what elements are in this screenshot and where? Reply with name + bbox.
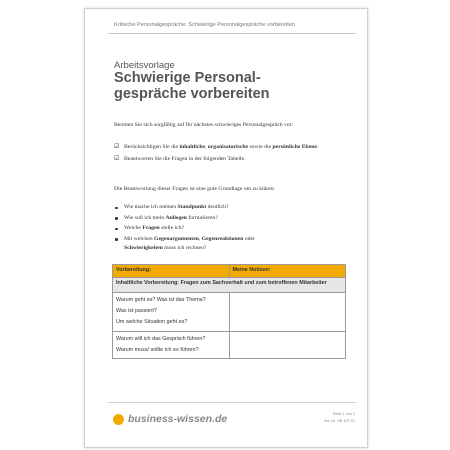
bullet-bold: Standpunkt (177, 204, 207, 210)
question-line: Warum muss/ sollte ich es führen? (116, 347, 199, 353)
bullet-text: muss ich rechnen? (162, 245, 207, 251)
checklist (114, 143, 334, 166)
checklist-bold: persönliche Ebene (272, 144, 317, 150)
title-line-1: Schwierige Personal- (114, 70, 261, 86)
bridge-paragraph: Die Beantwortung dieser Fragen ist eine gute Grundlage um zu klären: (114, 186, 276, 192)
bullet-text: stelle ich? (159, 225, 185, 231)
bullet-text: Wie soll ich mein (124, 214, 166, 221)
question-cell (113, 332, 230, 359)
checklist-item (114, 143, 334, 153)
bullet-bold: Gegenreaktionen (201, 235, 244, 242)
bullet-text: oder (243, 235, 255, 242)
checklist-bold: organisatorische (207, 144, 249, 150)
checklist-bold: inhaltliche (179, 144, 206, 150)
page-number: Seite 1 von 2 (332, 412, 355, 416)
question-line: Was ist passiert? (116, 308, 157, 314)
footer-meta (324, 411, 355, 425)
question-line: Um welche Situation geht es? (116, 319, 188, 325)
preparation-table (112, 264, 346, 359)
document-subtitle: Arbeitsvorlage (114, 60, 175, 71)
document-title (114, 71, 354, 102)
table-row (113, 332, 346, 359)
title-line-2: gespräche vorbereiten (114, 85, 270, 102)
checklist-text: Beantworten Sie die Fragen in der folgenden Tabelle. (124, 155, 246, 162)
bullet-item (114, 224, 334, 234)
brand-logo (113, 413, 227, 425)
question-line: Warum geht es? Was ist das Thema? (116, 297, 206, 303)
footer-divider (108, 402, 356, 403)
notes-cell[interactable] (229, 293, 346, 332)
bullet-item (114, 214, 334, 224)
column-header-notes: Meine Notizen: (229, 265, 346, 278)
checkbox-checked-icon: ☑ (114, 144, 120, 150)
checklist-text: , (205, 144, 208, 150)
column-header-preparation: Vorbereitung: (113, 265, 230, 278)
bullet-text: Welche (124, 225, 143, 231)
notes-cell[interactable] (229, 332, 346, 359)
bullet-bold: Fragen (142, 225, 160, 231)
question-line: Warum will ich das Gespräch führen? (116, 336, 206, 342)
checklist-text: . (316, 144, 319, 150)
bullet-text: , (198, 235, 202, 242)
table-section-row (113, 278, 346, 293)
logo-dot-icon (113, 414, 124, 425)
bullet-item (114, 203, 334, 213)
running-header: Kritische Personalgespräche: Schwierige Personalgespräche vorbereiten (114, 22, 295, 28)
question-cell (113, 293, 230, 332)
bullet-list (114, 203, 334, 255)
checklist-text: Berücksichtigen Sie die (124, 144, 180, 150)
table-header-row (113, 265, 346, 278)
bullet-text: Mit welchen (124, 235, 155, 242)
checklist-text: sowie die (248, 144, 273, 150)
bullet-dot-icon (115, 217, 118, 220)
article-number: Art.-Nr. SB 127.01 (324, 419, 355, 423)
checkbox-checked-icon: ☑ (114, 155, 120, 162)
header-divider (108, 33, 356, 34)
bullet-dot-icon (115, 207, 118, 210)
bullet-text: Wie mache ich meinen (124, 204, 178, 210)
bullet-text: deutlich? (206, 204, 229, 210)
bullet-bold: Anliegen (165, 214, 187, 221)
intro-paragraph: Bereiten Sie sich sorgfältig auf Ihr nächstes schwieriges Personalgespräch vor: (114, 122, 294, 128)
table-row (113, 293, 346, 332)
bullet-dot-icon (115, 228, 118, 231)
section-heading: Inhaltliche Vorbereitung: Fragen zum Sachverhalt und zum betroffenen Mitarbeiter (113, 278, 346, 293)
logo-text: business-wissen.de (128, 413, 228, 425)
bullet-dot-icon (115, 238, 118, 241)
bullet-text: formulieren? (186, 214, 218, 221)
bullet-item (114, 235, 334, 254)
bullet-bold: Schwierigkeiten (124, 245, 163, 251)
bullet-bold: Gegenargumenten (154, 235, 199, 242)
checklist-item (114, 155, 334, 165)
